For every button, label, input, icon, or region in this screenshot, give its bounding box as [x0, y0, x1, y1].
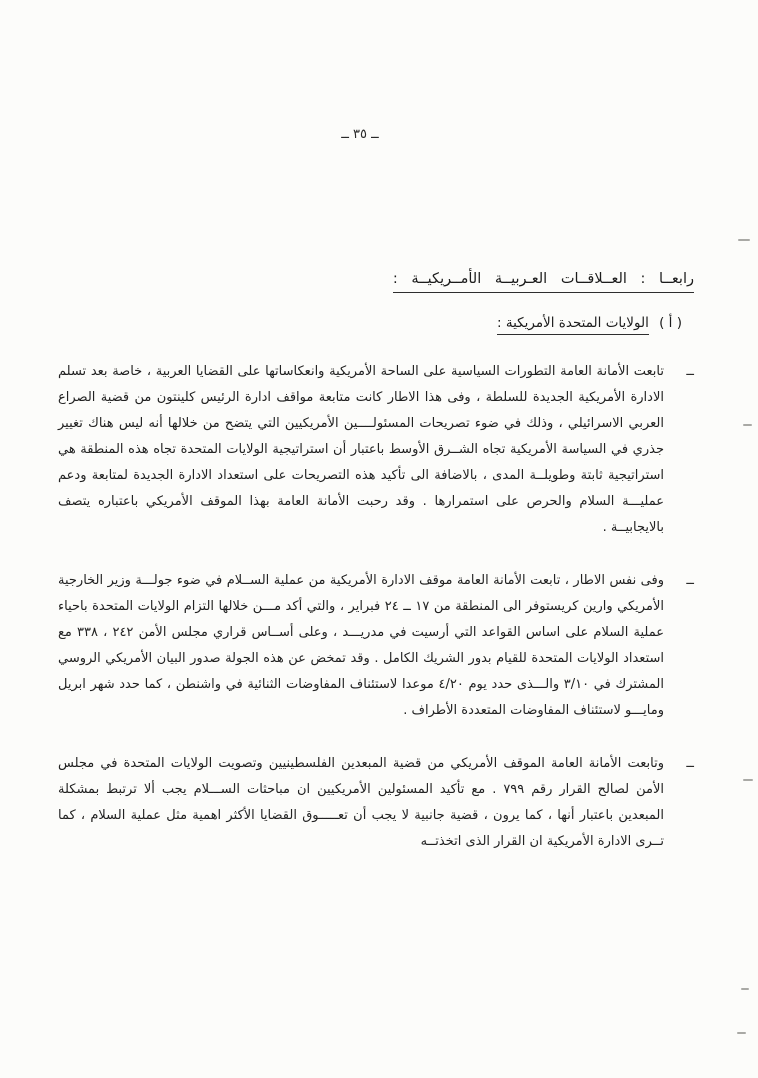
scan-artifact: [741, 988, 749, 990]
paragraph: [58, 568, 694, 724]
paragraph-text: وفى نفس الاطار ، تابعت الأمانة العامة موقف الادارة الأمريكية من عملية الســلام في ضوء جولـــة وزير الخارجية الأمريكي وارين كريستوفر الى المنطقة من ١٧ ــ ٢٤ فبراير ، والتي أكد مـــن خلالها التزام الولايات المتحدة باحياء عملية السلام على اساس القواعد التي أرسيت في مدريـــد ، وعلى أســاس قراري مجلس الأمن ٢٤٢ ، ٣٣٨ مع استعداد الولايات المتحدة للقيام بدور الشريك الكامل . وقد تمخض عن هذه الجولة صدور البيان الأمريكي الروسي المشترك في ٣/١٠ والـــذى حدد يوم ٤/٢٠ موعدا لاستئناف المفاوضات الثنائية في واشنطن ، كما حدد شهر ابريل ومايـــو لاستئناف المفاوضات المتعددة الأطراف .: [58, 573, 664, 718]
subsection-title: الولايات المتحدة الأمريكية :: [497, 315, 649, 335]
subsection-marker: ( أ ): [659, 315, 682, 331]
page-number: ــ ٣٥ ــ: [341, 127, 379, 142]
subsection-heading: [58, 315, 682, 331]
paragraph-text: تابعت الأمانة العامة التطورات السياسية على الساحة الأمريكية وانعكاساتها على القضايا العربية ، خاصة بعد تسلم الادارة الأمريكية الجديدة للسلطة ، وفى هذا الاطار كانت متابعة مواقف ادارة الرئيس كلينتون من قضية الصراع العربي الاسرائيلي ، وذلك في ضوء تصريحات المسئولــــين الأمريكيين التي يتضح من خلالها أنه ليس هناك تغيير جذري في السياسة الأمريكية تجاه الشــرق الأوسط باعتبار أن استراتيجية الولايات المتحدة تجاه هذه المنطقة هي استراتيجية ثابتة وطويلــة المدى ، بالاضافة الى تأكيد هذه التصريحات على استعداد الادارة الجديدة لمتابعة ودعم عمليـــة السلام والحرص على استمرارها . وقد رحبت الأمانة العامة بهذا الموقف الأمريكي باعتباره يتصف بالايجابيــة .: [58, 364, 664, 535]
scan-artifact: [737, 1032, 746, 1034]
paragraph-dash: ــ: [686, 756, 694, 771]
document-content: [58, 268, 694, 855]
paragraph-text: وتابعت الأمانة العامة الموقف الأمريكي من قضية المبعدين الفلسطينيين وتصويت الولايات المتحدة في مجلس الأمن لصالح القرار رقم ٧٩٩ . مع تأكيد المسئولين الأمريكيين ان مباحثات الســـلام يجب ألا ترتبط بمشكلة المبعدين باعتبار أنها ، كما يرون ، قضية جانبية لا يجب أن تعـــــوق القضايا الأكثر اهمية مثل عملية السلام ، كما تــرى الادارة الأمريكية ان القرار الذى اتخذتــه: [58, 756, 664, 849]
paragraph-dash: ــ: [686, 364, 694, 379]
paragraph-dash: ــ: [686, 573, 694, 588]
paragraph: [58, 751, 694, 855]
section-heading-row: [58, 268, 694, 293]
paragraph: [58, 359, 694, 541]
scan-artifact: [743, 424, 752, 426]
scan-artifact: [738, 239, 750, 241]
section-heading: رابعــا : العــلاقــات العـربيــة الأمــريكيــة :: [393, 271, 694, 293]
paragraph-list: [58, 359, 694, 855]
scan-artifact: [743, 779, 753, 781]
